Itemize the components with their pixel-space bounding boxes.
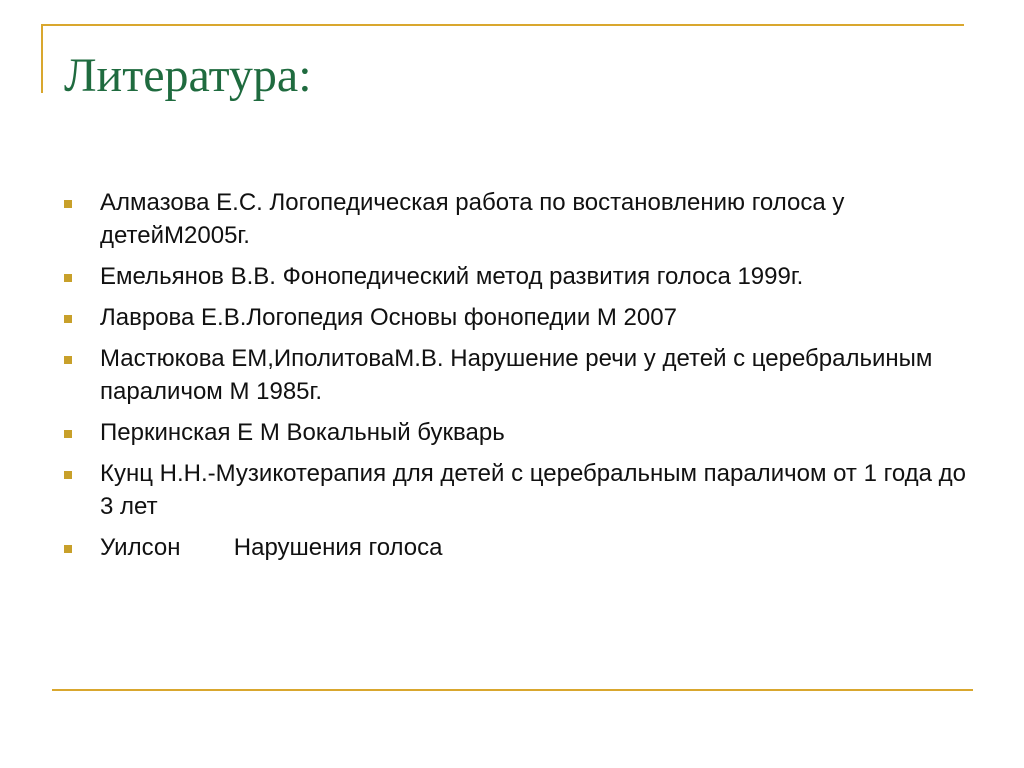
list-item (60, 342, 980, 408)
bottom-frame-line (52, 689, 973, 691)
list-item (60, 260, 980, 293)
square-bullet-icon (64, 545, 72, 553)
square-bullet-icon (64, 430, 72, 438)
list-item (60, 186, 980, 252)
list-item (60, 416, 980, 449)
square-bullet-icon (64, 315, 72, 323)
square-bullet-icon (64, 471, 72, 479)
bibliography-list (60, 186, 980, 572)
list-item-text: Кунц Н.Н.-Музикотерапия для детей с церебральным параличом от 1 года до 3 лет (100, 460, 973, 520)
slide-title: Литература: (64, 49, 312, 102)
list-item-text: Алмазова Е.С. Логопедическая работа по востановлению голоса у детейМ2005г. (100, 189, 852, 249)
top-frame-line (41, 24, 964, 26)
list-item (60, 457, 980, 523)
list-item (60, 531, 980, 564)
square-bullet-icon (64, 274, 72, 282)
square-bullet-icon (64, 200, 72, 208)
list-item-text: Перкинская Е М Вокальный букварь (100, 419, 505, 446)
list-item (60, 301, 980, 334)
list-item-text: Лаврова Е.В.Логопедия Основы фонопедии М 2007 (100, 304, 677, 331)
list-item-text: Емельянов В.В. Фонопедический метод развития голоса 1999г. (100, 263, 804, 290)
list-item-text: Уилсон Нарушения голоса (100, 534, 443, 561)
list-item-text: Мастюкова ЕМ,ИполитоваМ.В. Нарушение речи у детей с цеpебpальиным параличом М 1985г. (100, 345, 940, 405)
left-frame-line (41, 24, 43, 93)
square-bullet-icon (64, 356, 72, 364)
